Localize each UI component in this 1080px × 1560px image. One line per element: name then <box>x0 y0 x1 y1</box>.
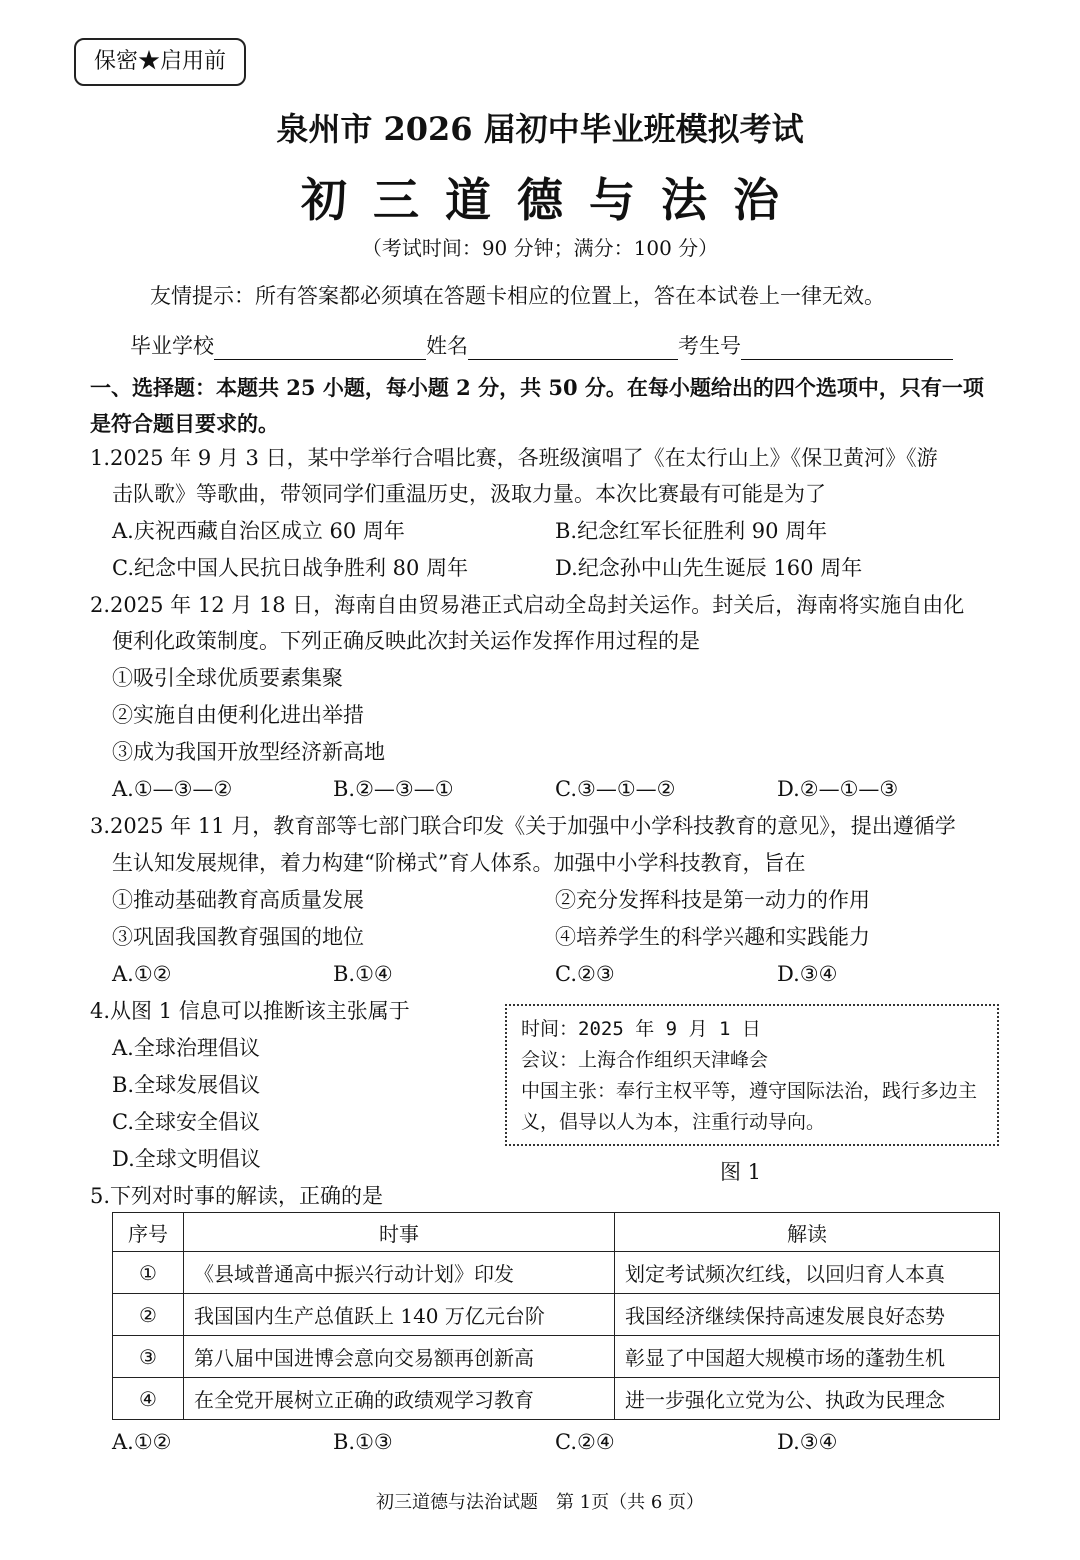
row-number: ② <box>113 1294 184 1336</box>
q5-option-a: A.①② <box>112 1430 172 1454</box>
q2-statement-1: ①吸引全球优质要素集聚 <box>112 666 343 690</box>
q1-option-d: D.纪念孙中山先生诞辰 160 周年 <box>555 556 863 580</box>
q1-option-b: B.纪念红军长征胜利 90 周年 <box>555 519 828 543</box>
table-row <box>113 1378 1000 1420</box>
q2-option-c: C.③—①—② <box>555 777 676 801</box>
q3-option-b: B.①④ <box>333 962 393 986</box>
q3-option-a: A.①② <box>112 962 172 986</box>
school-label: 毕业学校 <box>130 334 214 358</box>
q4-stem: 4.从图 1 信息可以推断该主张属于 <box>90 999 410 1023</box>
q5-table <box>112 1212 1000 1420</box>
q3-statement-4: ④培养学生的科学兴趣和实践能力 <box>555 925 870 949</box>
q5-stem: 5.下列对时事的解读，正确的是 <box>90 1184 384 1208</box>
table-row <box>113 1294 1000 1336</box>
q3-statement-1: ①推动基础教育高质量发展 <box>112 888 364 912</box>
exam-title: 泉州市 2026 届初中毕业班模拟考试 <box>276 110 804 148</box>
subject-title: 初三道德与法治 <box>301 173 805 227</box>
q3-option-d: D.③④ <box>777 962 838 986</box>
row-interpretation: 进一步强化立党为公、执政为民理念 <box>615 1378 1000 1420</box>
confidential-label: 保密★启用前 <box>74 38 246 86</box>
row-event: 《县域普通高中振兴行动计划》印发 <box>184 1252 615 1294</box>
id-label: 考生号 <box>678 334 741 358</box>
figure-1-time: 时间：2025 年 9 月 1 日 <box>521 1018 761 1040</box>
table-row <box>113 1336 1000 1378</box>
name-blank[interactable] <box>468 335 678 360</box>
q4-option-c: C.全球安全倡议 <box>112 1110 260 1134</box>
row-event: 我国国内生产总值跃上 140 万亿元台阶 <box>184 1294 615 1336</box>
section-heading: 一、选择题：本题共 25 小题，每小题 2 分，共 50 分。在每小题给出的四个选项中，只有一项是符合题目要求的。 <box>90 375 984 436</box>
q2-statement-3: ③成为我国开放型经济新高地 <box>112 740 385 764</box>
q4-option-d: D.全球文明倡议 <box>112 1147 261 1171</box>
figure-1-proposal: 中国主张：奉行主权平等，遵守国际法治，践行多边主义，倡导以人为本，注重行动导向。 <box>521 1080 978 1133</box>
q1-line2: 击队歌》等歌曲，带领同学们重温历史，汲取力量。本次比赛最有可能是为了 <box>112 482 826 506</box>
q1-option-c: C.纪念中国人民抗日战争胜利 80 周年 <box>112 556 469 580</box>
figure-1-box <box>505 1004 999 1146</box>
table-header-interpretation: 解读 <box>615 1213 1000 1252</box>
page-footer: 初三道德与法治试题 第 1页（共 6 页） <box>375 1492 705 1513</box>
figure-1-meeting: 会议：上海合作组织天津峰会 <box>521 1049 769 1071</box>
q1-option-a: A.庆祝西藏自治区成立 60 周年 <box>112 519 405 543</box>
table-header-event: 时事 <box>184 1213 615 1252</box>
friendly-tip: 友情提示：所有答案都必须填在答题卡相应的位置上，答在本试卷上一律无效。 <box>150 284 885 308</box>
q2-line2: 便利化政策制度。下列正确反映此次封关运作发挥作用过程的是 <box>112 629 700 653</box>
id-blank[interactable] <box>741 335 953 360</box>
q2-option-d: D.②—①—③ <box>777 777 899 801</box>
q2-option-b: B.②—③—① <box>333 777 454 801</box>
row-interpretation: 划定考试频次红线，以回归育人本真 <box>615 1252 1000 1294</box>
row-number: ① <box>113 1252 184 1294</box>
row-event: 第八届中国进博会意向交易额再创新高 <box>184 1336 615 1378</box>
q4-option-a: A.全球治理倡议 <box>112 1036 260 1060</box>
q1-line1: 1.2025 年 9 月 3 日，某中学举行合唱比赛，各班级演唱了《在太行山上》《保卫黄河》《游 <box>90 446 938 470</box>
q3-statement-3: ③巩固我国教育强国的地位 <box>112 925 364 949</box>
table-header-row <box>113 1213 1000 1252</box>
q5-option-d: D.③④ <box>777 1430 838 1454</box>
q4-option-b: B.全球发展倡议 <box>112 1073 261 1097</box>
q5-option-c: C.②④ <box>555 1430 615 1454</box>
school-blank[interactable] <box>214 335 426 360</box>
row-number: ③ <box>113 1336 184 1378</box>
row-number: ④ <box>113 1378 184 1420</box>
student-info-row <box>130 330 953 360</box>
q3-line1: 3.2025 年 11 月，教育部等七部门联合印发《关于加强中小学科技教育的意见》，提出遵循学 <box>90 814 956 838</box>
exam-info: （考试时间：90 分钟；满分：100 分） <box>361 236 719 260</box>
q3-line2: 生认知发展规律，着力构建“阶梯式”育人体系。加强中小学科技教育，旨在 <box>112 851 806 875</box>
q2-statement-2: ②实施自由便利化进出举措 <box>112 703 364 727</box>
row-event: 在全党开展树立正确的政绩观学习教育 <box>184 1378 615 1420</box>
q5-option-b: B.①③ <box>333 1430 393 1454</box>
name-label: 姓名 <box>426 334 468 358</box>
figure-1-caption: 图 1 <box>720 1160 762 1184</box>
q2-option-a: A.①—③—② <box>112 777 233 801</box>
q2-line1: 2.2025 年 12 月 18 日，海南自由贸易港正式启动全岛封关运作。封关后，海南将实施自由化 <box>90 593 965 617</box>
q3-option-c: C.②③ <box>555 962 615 986</box>
table-row <box>113 1252 1000 1294</box>
q3-statement-2: ②充分发挥科技是第一动力的作用 <box>555 888 870 912</box>
row-interpretation: 我国经济继续保持高速发展良好态势 <box>615 1294 1000 1336</box>
table-header-number: 序号 <box>113 1213 184 1252</box>
row-interpretation: 彰显了中国超大规模市场的蓬勃生机 <box>615 1336 1000 1378</box>
